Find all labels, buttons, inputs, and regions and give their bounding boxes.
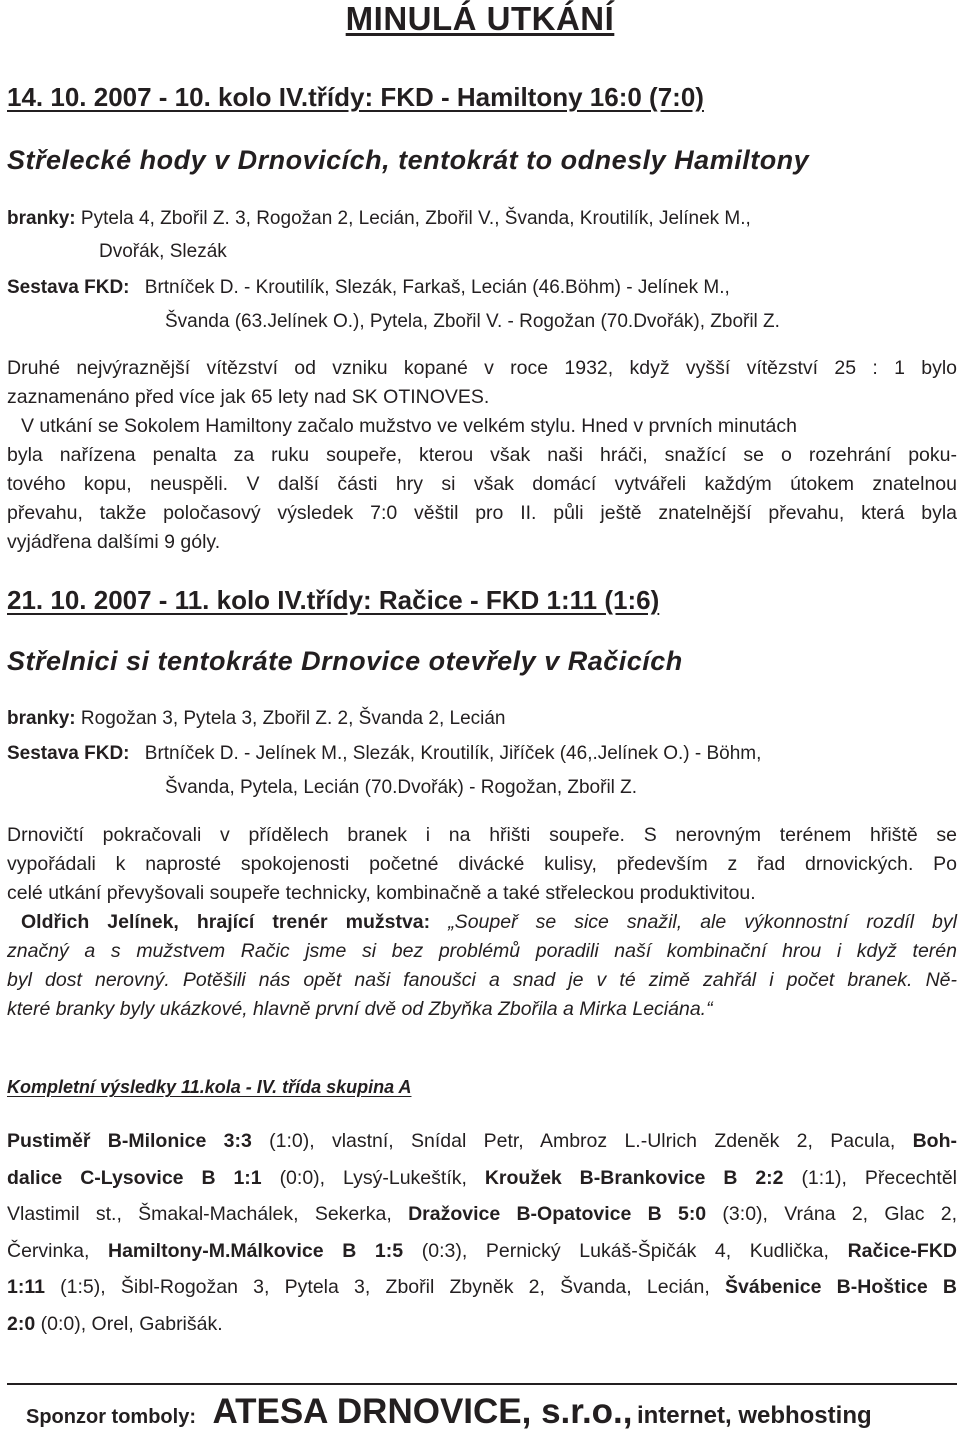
result-score: 2:0: [7, 1312, 36, 1335]
result-detail: (1:0), vlastní, Snídal Petr, Ambroz L.-Ulrich Zdeněk 2, Pacula,: [251, 1130, 913, 1152]
quote-text: značný a s mužstvem Račic jsme si bez problémů poradili naší kombinační hrou i když terén: [7, 940, 957, 962]
lineup-players: Brtníček D. - Kroutilík, Slezák, Farkaš, Lecián (46.Böhm) - Jelínek M.,: [144, 277, 730, 298]
result-detail: (1:1), Přecechtěl: [783, 1166, 958, 1189]
results-heading: Kompletní výsledky 11.kola - IV. třída skupina A: [7, 1077, 412, 1097]
goals-scorers: Pytela 4, Zbořil Z. 3, Rogožan 2, Lecián, Zbořil V., Švanda, Kroutilík, Jelínek M.,: [80, 208, 751, 229]
match2-heading: 21. 10. 2007 - 11. kolo IV.třídy: Račice - FKD 1:11 (1:6): [7, 585, 660, 615]
result-score: Račice-FKD: [847, 1239, 958, 1262]
match1-goals-cont: Dvořák, Slezák: [99, 241, 227, 262]
goals-scorers: Rogožan 3, Pytela 3, Zbořil Z. 2, Švanda 2, Lecián: [80, 708, 506, 729]
lineup-label: Sestava FKD:: [7, 743, 130, 764]
match1-goals-row: [7, 208, 751, 230]
footer-divider: [7, 1383, 957, 1385]
lineup-label: Sestava FKD:: [7, 277, 130, 298]
result-detail: (0:0), Orel, Gabrišák.: [35, 1312, 223, 1335]
result-score: Kroužek B-Brankovice B 2:2: [484, 1166, 784, 1189]
report-line: Drnovičtí pokračovali v přídělech branek i na hřišti soupeře. S nerovným terénem hřiště se: [7, 824, 957, 846]
result-score: Dražovice B-Opatovice B 5:0: [408, 1203, 707, 1226]
report-line: celé utkání převyšovali soupeře technicky, kombinačně a také střeleckou produktivitou.: [7, 882, 756, 904]
coach-quote-line: [7, 995, 957, 1024]
match2-lineup-cont: Švanda, Pytela, Lecián (70.Dvořák) - Rogožan, Zbořil Z.: [165, 777, 638, 798]
match2-report: [7, 821, 957, 1024]
page-title: MINULÁ UTKÁNÍ: [345, 0, 615, 37]
report-line: zaznamenáno před více jak 65 lety nad SK OTINOVES.: [7, 386, 490, 408]
sponsor-line: [26, 1392, 872, 1432]
result-detail: (0:3), Pernický Lukáš-Špičák 4, Kudlička,: [403, 1239, 848, 1262]
quote-text: „Soupeř se sice snažil, ale výkonnostní rozdíl byl: [448, 911, 957, 933]
results-list: [7, 1123, 957, 1343]
results-line: [7, 1269, 957, 1306]
result-detail: (3:0), Vrána 2, Glac 2,: [706, 1203, 957, 1226]
quote-text: byl dost nerovný. Potěšili nás opět naši fanoušci a snad je v té zimě zahřál i počet branek. Ně-: [7, 969, 957, 991]
sponsor-services: internet, webhosting: [636, 1402, 872, 1429]
sponsor-name: ATESA DRNOVICE, s.r.o.,: [212, 1392, 633, 1431]
match1-subtitle: Střelecké hody v Drnovicích, tentokrát to odnesly Hamiltony: [7, 145, 810, 175]
coach-quote-line: [7, 937, 957, 966]
results-line: [7, 1196, 957, 1233]
results-line: [7, 1123, 957, 1160]
result-detail: (0:0), Lysý-Lukeštík,: [261, 1166, 485, 1189]
report-line: tového kopu, neuspěli. V další části hry si však domácí vytvářeli každým útokem znatelnou: [7, 473, 957, 495]
match2-goals-row: [7, 708, 506, 730]
result-score: dalice C-Lysovice B 1:1: [7, 1166, 262, 1189]
results-line: [7, 1160, 957, 1197]
sponsor-label: Sponzor tomboly:: [26, 1406, 196, 1428]
report-line: V utkání se Sokolem Hamiltony začalo mužstvo ve velkém stylu. Hned v prvních minutách: [21, 415, 797, 437]
result-detail: Vlastimil st., Šmakal-Machálek, Sekerka,: [7, 1203, 409, 1226]
match1-lineup-row: [7, 277, 730, 299]
match1-lineup-cont: Švanda (63.Jelínek O.), Pytela, Zbořil V. - Rogožan (70.Dvořák), Zbořil Z.: [165, 311, 780, 332]
match2-subtitle: Střelnici si tentokráte Drnovice otevřely v Račicích: [7, 646, 683, 676]
goals-label: branky:: [7, 208, 76, 229]
result-score: Pustiměř B-Milonice 3:3: [7, 1130, 252, 1152]
result-score: 1:11: [7, 1276, 45, 1299]
match1-report: [7, 354, 957, 557]
result-score: Hamiltony-M.Málkovice B 1:5: [107, 1239, 404, 1262]
result-detail: (1:5), Šibl-Rogožan 3, Pytela 3, Zbořil Zbyněk 2, Švanda, Lecián,: [44, 1276, 725, 1299]
report-line: vypořádali k naprosté spokojenosti početné divácké kulisy, především z řad drnovických. Po: [7, 853, 957, 875]
results-line: [7, 1306, 957, 1343]
report-line: byla nařízena penalta za ruku soupeře, kterou však naši hráči, snažící se o rozehrání poku-: [7, 444, 957, 466]
quote-text: které branky byly ukázkové, hlavně první dvě od Zbyňka Zbořila a Mirka Leciána.“: [7, 998, 713, 1020]
goals-label: branky:: [7, 708, 76, 729]
report-line: Druhé nejvýraznější vítězství od vzniku kopané v roce 1932, když vyšší vítězství 25 : 1 bylo: [7, 357, 957, 379]
coach-quote-line: [7, 966, 957, 995]
report-line: vyjádřena dalšími 9 góly.: [7, 531, 221, 553]
lineup-players: Brtníček D. - Jelínek M., Slezák, Kroutilík, Jiříček (46,.Jelínek O.) - Böhm,: [144, 743, 762, 764]
result-detail: Červinka,: [7, 1239, 108, 1262]
match2-lineup-row: [7, 743, 761, 765]
result-score: Švábenice B-Hoštice B: [725, 1276, 957, 1299]
coach-name: Oldřich Jelínek, hrající trenér mužstva:: [21, 911, 431, 933]
coach-quote-line: [7, 908, 957, 937]
report-line: převahu, takže poločasový výsledek 7:0 věštil pro II. půli ještě znatelnější převahu, která byla: [7, 502, 957, 524]
match1-heading: 14. 10. 2007 - 10. kolo IV.třídy: FKD - Hamiltony 16:0 (7:0): [7, 82, 704, 112]
results-line: [7, 1233, 957, 1270]
result-score: Boh-: [912, 1130, 957, 1152]
